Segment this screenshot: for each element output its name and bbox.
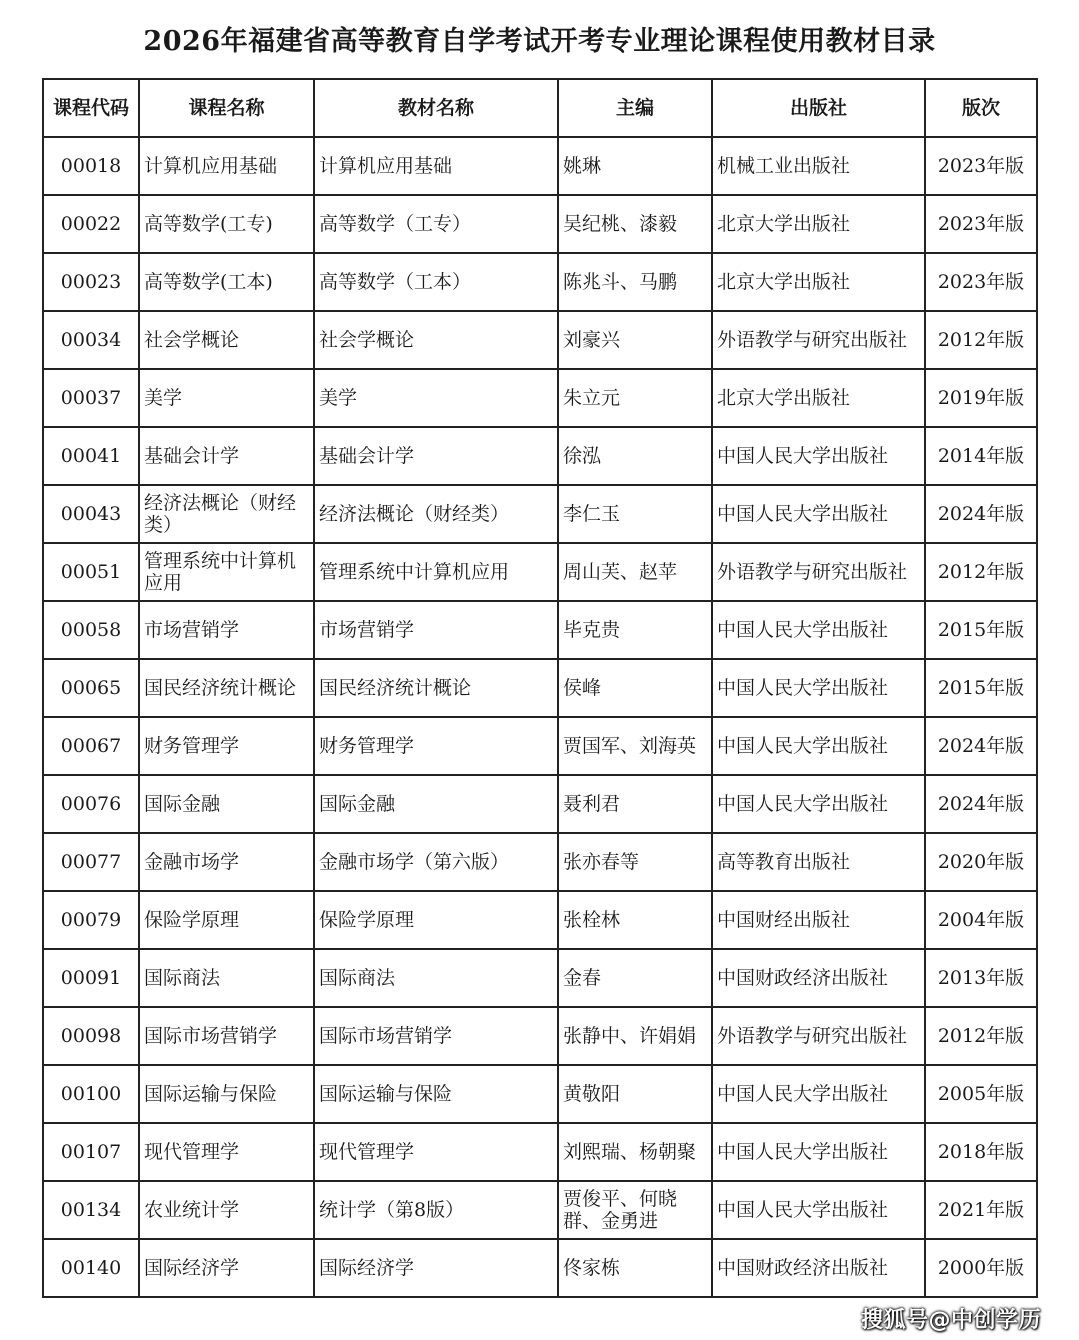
cell-publisher: 高等教育出版社 — [712, 833, 925, 891]
cell-edition: 2000年版 — [925, 1239, 1037, 1297]
cell-editor: 贾国军、刘海英 — [558, 717, 712, 775]
cell-edition: 2019年版 — [925, 369, 1037, 427]
cell-course-name: 国际商法 — [139, 949, 314, 1007]
table-row — [43, 485, 1037, 543]
cell-publisher: 外语教学与研究出版社 — [712, 1007, 925, 1065]
cell-editor: 贾俊平、何晓群、金勇进 — [558, 1181, 712, 1239]
header-textbook-name: 教材名称 — [314, 79, 558, 137]
cell-course-name: 市场营销学 — [139, 601, 314, 659]
cell-textbook-name: 经济法概论（财经类） — [314, 485, 558, 543]
cell-editor: 周山芙、赵苹 — [558, 543, 712, 601]
cell-publisher: 中国人民大学出版社 — [712, 1123, 925, 1181]
cell-course-code: 00091 — [43, 949, 139, 1007]
cell-course-name: 农业统计学 — [139, 1181, 314, 1239]
page-title: 2026年福建省高等教育自学考试开考专业理论课程使用教材目录 — [143, 26, 936, 57]
cell-course-name: 国际金融 — [139, 775, 314, 833]
cell-editor: 张静中、许娟娟 — [558, 1007, 712, 1065]
cell-course-name: 高等数学(工专) — [139, 195, 314, 253]
cell-editor: 徐泓 — [558, 427, 712, 485]
table-header-row — [43, 79, 1037, 137]
cell-course-code: 00018 — [43, 137, 139, 195]
cell-publisher: 外语教学与研究出版社 — [712, 543, 925, 601]
table-row — [43, 717, 1037, 775]
cell-publisher: 中国人民大学出版社 — [712, 1065, 925, 1123]
cell-course-code: 00079 — [43, 891, 139, 949]
cell-editor: 侯峰 — [558, 659, 712, 717]
table-row — [43, 949, 1037, 1007]
cell-edition: 2018年版 — [925, 1123, 1037, 1181]
cell-course-code: 00037 — [43, 369, 139, 427]
cell-textbook-name: 金融市场学（第六版） — [314, 833, 558, 891]
cell-course-name: 基础会计学 — [139, 427, 314, 485]
cell-publisher: 北京大学出版社 — [712, 195, 925, 253]
header-course-code: 课程代码 — [43, 79, 139, 137]
cell-textbook-name: 国际市场营销学 — [314, 1007, 558, 1065]
cell-course-code: 00107 — [43, 1123, 139, 1181]
cell-publisher: 中国人民大学出版社 — [712, 427, 925, 485]
cell-textbook-name: 高等数学（工本） — [314, 253, 558, 311]
table-row — [43, 369, 1037, 427]
cell-edition: 2024年版 — [925, 717, 1037, 775]
header-edition: 版次 — [925, 79, 1037, 137]
cell-textbook-name: 国际经济学 — [314, 1239, 558, 1297]
cell-publisher: 北京大学出版社 — [712, 369, 925, 427]
table-row — [43, 1123, 1037, 1181]
cell-publisher: 中国人民大学出版社 — [712, 775, 925, 833]
table-row — [43, 253, 1037, 311]
cell-course-code: 00043 — [43, 485, 139, 543]
cell-course-name: 财务管理学 — [139, 717, 314, 775]
cell-course-code: 00022 — [43, 195, 139, 253]
cell-course-code: 00077 — [43, 833, 139, 891]
cell-edition: 2024年版 — [925, 775, 1037, 833]
cell-course-name: 计算机应用基础 — [139, 137, 314, 195]
cell-textbook-name: 统计学（第8版） — [314, 1181, 558, 1239]
cell-textbook-name: 美学 — [314, 369, 558, 427]
table-row — [43, 833, 1037, 891]
cell-course-name: 金融市场学 — [139, 833, 314, 891]
cell-editor: 刘豪兴 — [558, 311, 712, 369]
textbook-catalog-table — [42, 78, 1038, 1298]
cell-course-code: 00058 — [43, 601, 139, 659]
cell-publisher: 中国财经出版社 — [712, 891, 925, 949]
cell-edition: 2004年版 — [925, 891, 1037, 949]
cell-publisher: 机械工业出版社 — [712, 137, 925, 195]
header-publisher: 出版社 — [712, 79, 925, 137]
cell-course-code: 00065 — [43, 659, 139, 717]
cell-course-code: 00134 — [43, 1181, 139, 1239]
cell-edition: 2020年版 — [925, 833, 1037, 891]
cell-publisher: 中国人民大学出版社 — [712, 717, 925, 775]
table-row — [43, 1239, 1037, 1297]
cell-edition: 2012年版 — [925, 1007, 1037, 1065]
table-row — [43, 543, 1037, 601]
cell-editor: 朱立元 — [558, 369, 712, 427]
header-course-name: 课程名称 — [139, 79, 314, 137]
cell-publisher: 北京大学出版社 — [712, 253, 925, 311]
cell-textbook-name: 国民经济统计概论 — [314, 659, 558, 717]
cell-editor: 姚琳 — [558, 137, 712, 195]
table-row — [43, 1181, 1037, 1239]
cell-edition: 2012年版 — [925, 543, 1037, 601]
cell-course-code: 00076 — [43, 775, 139, 833]
cell-edition: 2023年版 — [925, 253, 1037, 311]
cell-course-name: 保险学原理 — [139, 891, 314, 949]
cell-editor: 陈兆斗、马鹏 — [558, 253, 712, 311]
cell-course-code: 00098 — [43, 1007, 139, 1065]
table-row — [43, 195, 1037, 253]
table-row — [43, 1007, 1037, 1065]
cell-textbook-name: 基础会计学 — [314, 427, 558, 485]
cell-edition: 2015年版 — [925, 659, 1037, 717]
table-row — [43, 601, 1037, 659]
cell-edition: 2012年版 — [925, 311, 1037, 369]
cell-course-name: 社会学概论 — [139, 311, 314, 369]
cell-publisher: 中国人民大学出版社 — [712, 1181, 925, 1239]
cell-course-name: 高等数学(工本) — [139, 253, 314, 311]
cell-course-name: 经济法概论（财经类） — [139, 485, 314, 543]
cell-editor: 佟家栋 — [558, 1239, 712, 1297]
cell-course-code: 00041 — [43, 427, 139, 485]
cell-course-name: 现代管理学 — [139, 1123, 314, 1181]
cell-publisher: 中国财政经济出版社 — [712, 949, 925, 1007]
cell-textbook-name: 管理系统中计算机应用 — [314, 543, 558, 601]
cell-publisher: 中国人民大学出版社 — [712, 659, 925, 717]
cell-edition: 2023年版 — [925, 195, 1037, 253]
cell-textbook-name: 社会学概论 — [314, 311, 558, 369]
table-row — [43, 427, 1037, 485]
cell-course-name: 国际运输与保险 — [139, 1065, 314, 1123]
cell-edition: 2013年版 — [925, 949, 1037, 1007]
table-row — [43, 137, 1037, 195]
cell-course-code: 00067 — [43, 717, 139, 775]
cell-editor: 张栓林 — [558, 891, 712, 949]
cell-course-code: 00034 — [43, 311, 139, 369]
table-body — [43, 137, 1037, 1297]
cell-textbook-name: 国际商法 — [314, 949, 558, 1007]
table-row — [43, 891, 1037, 949]
watermark: 搜狐号@中创学历 — [860, 1308, 1041, 1333]
table-row — [43, 1065, 1037, 1123]
table-row — [43, 775, 1037, 833]
cell-course-name: 国际市场营销学 — [139, 1007, 314, 1065]
table-row — [43, 659, 1037, 717]
cell-course-code: 00140 — [43, 1239, 139, 1297]
cell-textbook-name: 国际运输与保险 — [314, 1065, 558, 1123]
cell-publisher: 中国人民大学出版社 — [712, 485, 925, 543]
cell-editor: 黄敬阳 — [558, 1065, 712, 1123]
cell-textbook-name: 保险学原理 — [314, 891, 558, 949]
cell-course-name: 国际经济学 — [139, 1239, 314, 1297]
cell-course-name: 国民经济统计概论 — [139, 659, 314, 717]
cell-publisher: 外语教学与研究出版社 — [712, 311, 925, 369]
cell-textbook-name: 市场营销学 — [314, 601, 558, 659]
cell-textbook-name: 高等数学（工专） — [314, 195, 558, 253]
cell-editor: 刘熙瑞、杨朝聚 — [558, 1123, 712, 1181]
header-editor: 主编 — [558, 79, 712, 137]
cell-editor: 聂利君 — [558, 775, 712, 833]
cell-course-name: 美学 — [139, 369, 314, 427]
cell-edition: 2024年版 — [925, 485, 1037, 543]
cell-editor: 吴纪桃、漆毅 — [558, 195, 712, 253]
cell-textbook-name: 财务管理学 — [314, 717, 558, 775]
cell-editor: 张亦春等 — [558, 833, 712, 891]
cell-course-code: 00100 — [43, 1065, 139, 1123]
cell-editor: 毕克贵 — [558, 601, 712, 659]
table-row — [43, 311, 1037, 369]
cell-course-code: 00051 — [43, 543, 139, 601]
cell-course-name: 管理系统中计算机应用 — [139, 543, 314, 601]
cell-edition: 2005年版 — [925, 1065, 1037, 1123]
cell-textbook-name: 现代管理学 — [314, 1123, 558, 1181]
cell-editor: 金春 — [558, 949, 712, 1007]
cell-edition: 2015年版 — [925, 601, 1037, 659]
cell-edition: 2023年版 — [925, 137, 1037, 195]
cell-editor: 李仁玉 — [558, 485, 712, 543]
cell-publisher: 中国人民大学出版社 — [712, 601, 925, 659]
cell-edition: 2014年版 — [925, 427, 1037, 485]
cell-textbook-name: 计算机应用基础 — [314, 137, 558, 195]
cell-course-code: 00023 — [43, 253, 139, 311]
cell-publisher: 中国财政经济出版社 — [712, 1239, 925, 1297]
cell-edition: 2021年版 — [925, 1181, 1037, 1239]
cell-textbook-name: 国际金融 — [314, 775, 558, 833]
